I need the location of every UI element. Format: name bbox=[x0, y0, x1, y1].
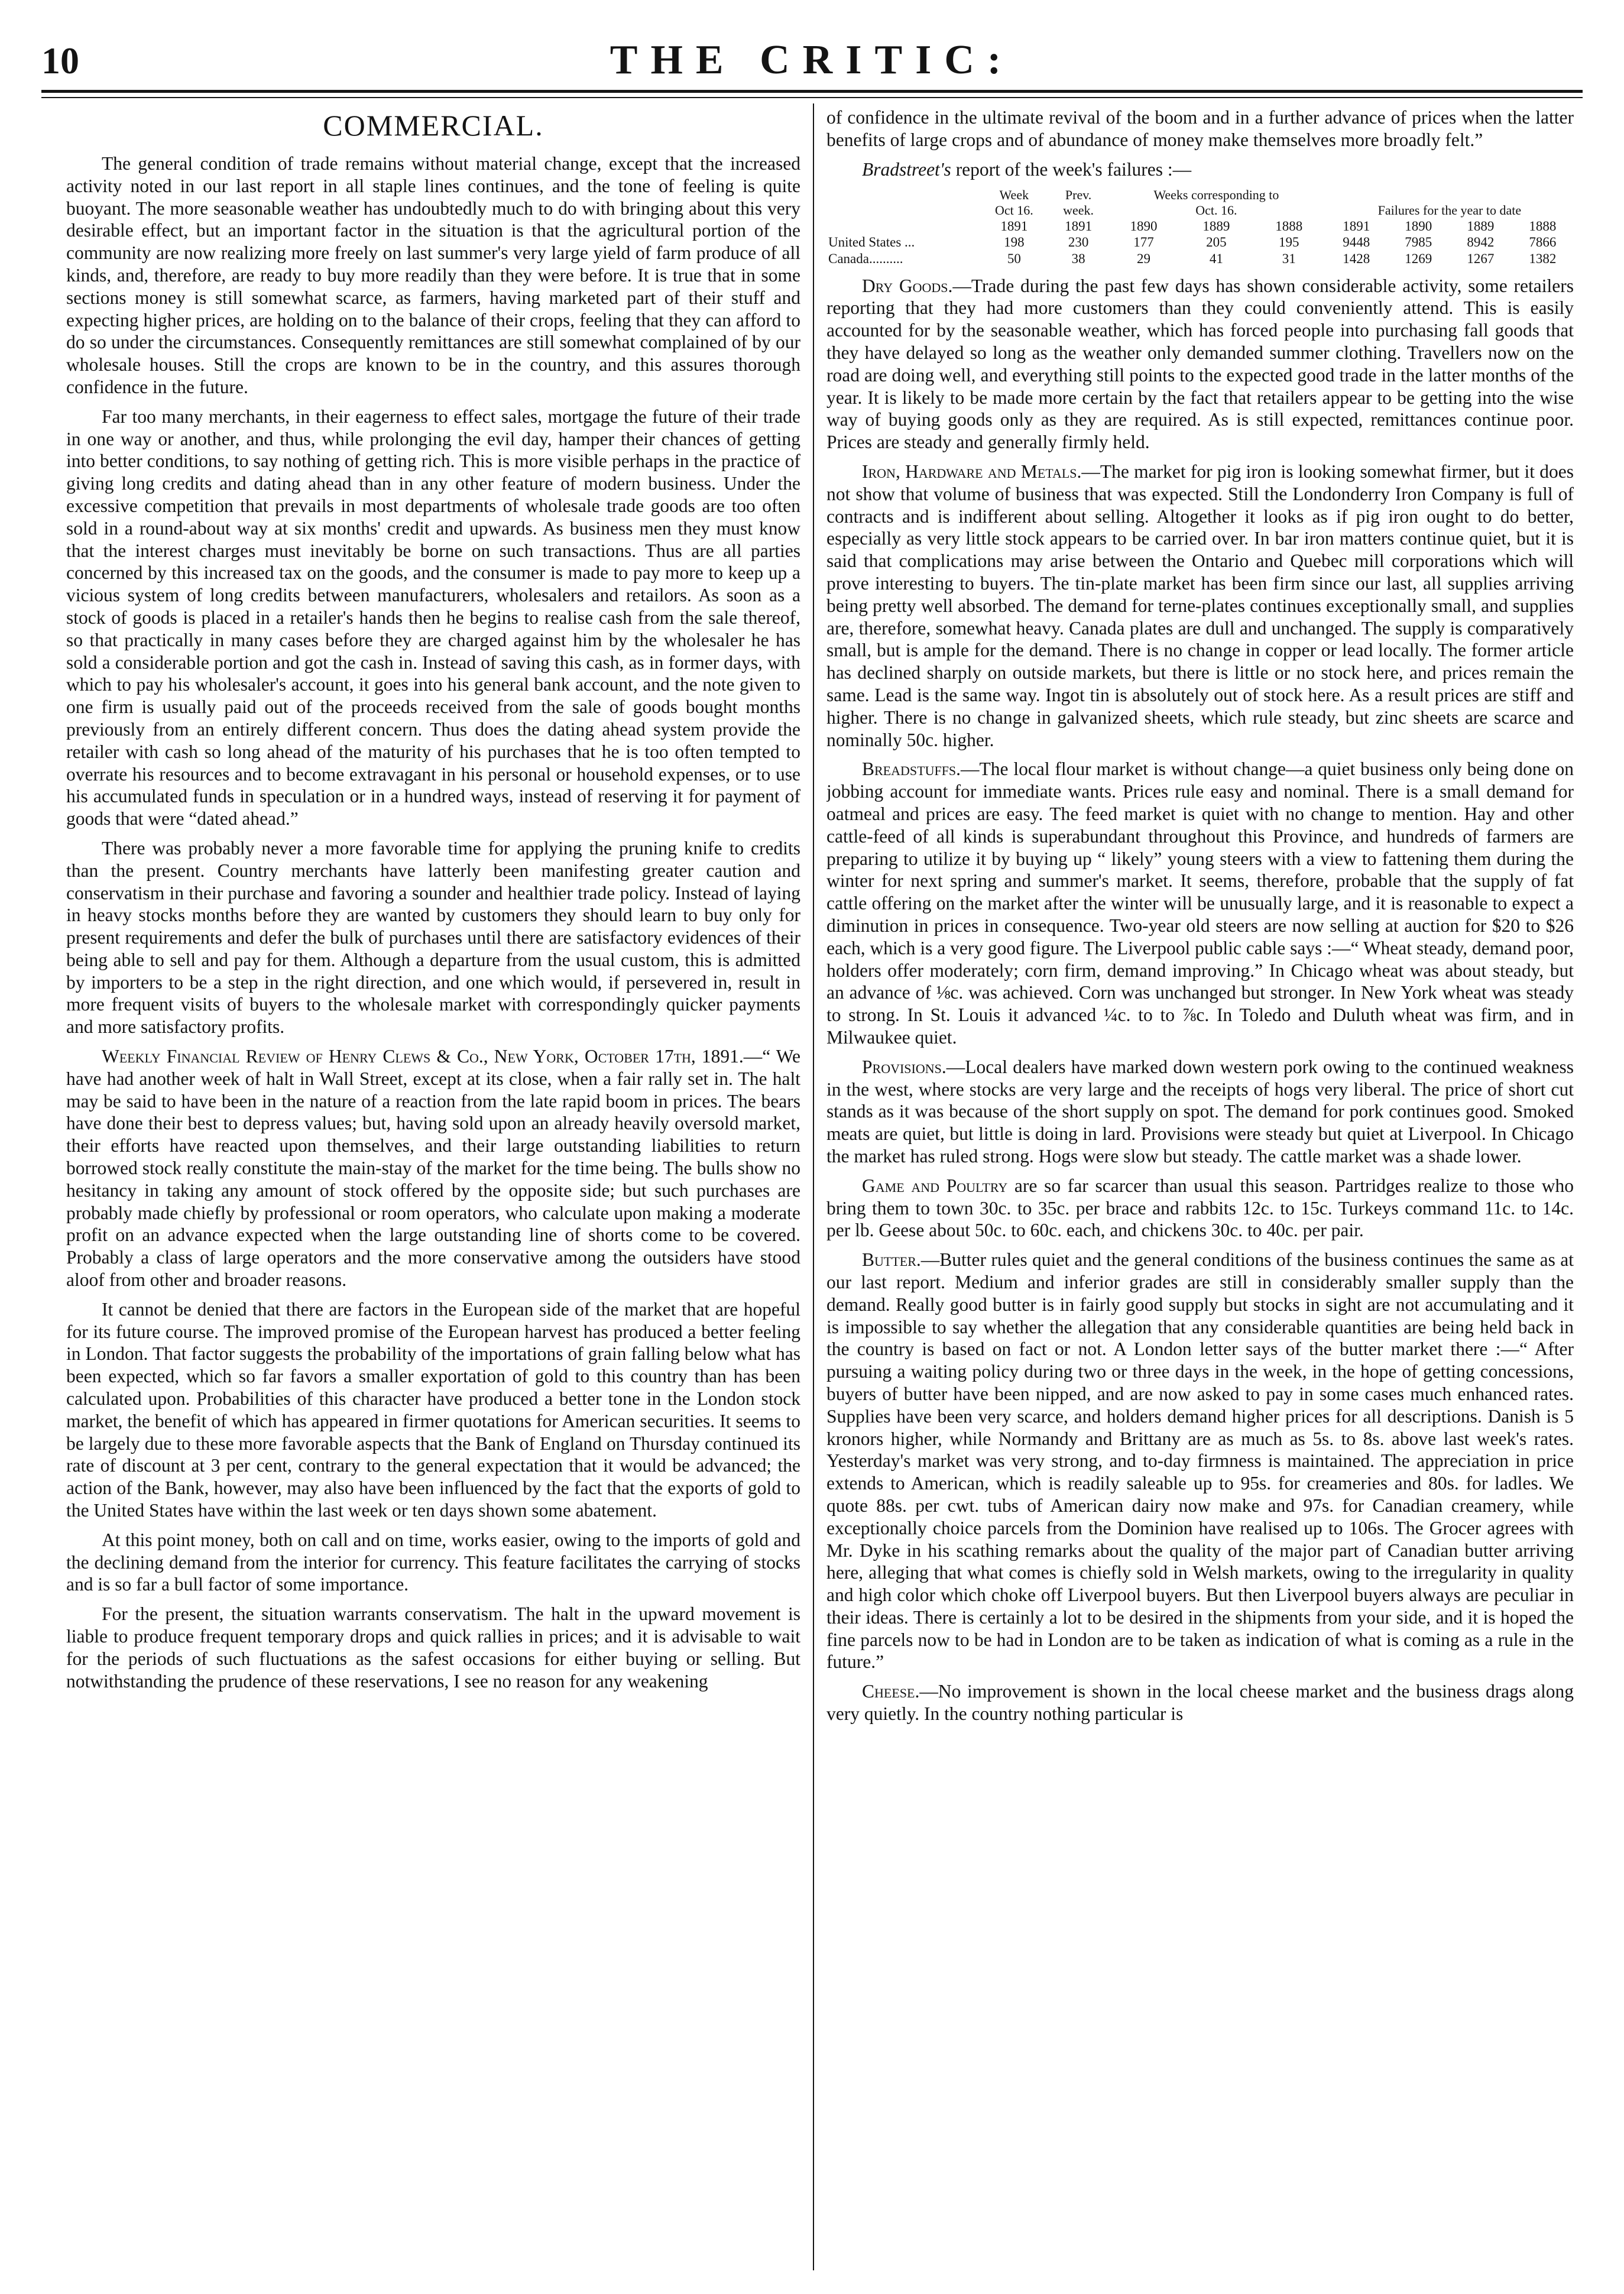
left-column bbox=[66, 106, 800, 2270]
header-failures-year: Failures for the year to date bbox=[1377, 203, 1522, 218]
paragraph-butter bbox=[826, 1249, 1574, 1673]
table-cell: 50 bbox=[1007, 251, 1021, 266]
table-row bbox=[826, 234, 1574, 250]
table-header-row bbox=[826, 187, 1574, 203]
paragraph-breadstuffs bbox=[826, 758, 1574, 1048]
bradstreet-intro bbox=[826, 158, 1574, 181]
paragraph-continued: of confidence in the ultimate revival of the boom and in a further advance of prices when the latter benefits of large crops and of abundance of money make themselves more broadly felt.” bbox=[826, 107, 1574, 150]
year-cell: 1889 bbox=[1467, 219, 1495, 234]
table-cell: 7985 bbox=[1405, 235, 1432, 250]
butter-text: —Butter rules quiet and the general conditions of the business continues the same as at our last report. Medium and inferior grades are still in considerably smaller supply than the demand. Really good butter is in fairly good supply but stocks in sight are not accumulating and it is impossible to say whether the allegation that any considerable quantities are being held back in the country is based on fact or not. A London letter says of the butter market there :—“ After pursuing a waiting policy during two or three days in the week, in the hope of getting concessions, buyers of butter have been nipped, and are now asked to pay in some cases much enhanced rates. Supplies have been very scarce, and holders demand higher prices for all descriptions. Danish is 5 kronors higher, while Normandy and Brittany are as much as 5s. to 8s. above last week's rates. Yesterday's market was very strong, and to-day firmness is maintained. The appreciation in price extends to American, which is readily saleable up to 95s. for creameries and 80s. for ladles. We quote 88s. per cwt. tubs of American dairy now make and 97s. for Canadian creamery, while exceptionally choice parcels from the Dominion have realised up to 106s. The Grocer agrees with Mr. Dyke in his scathing remarks about the quality of the major part of Canadian butter arriving here, alleging that what comes is chiefly sold in Welsh markets, owing to the irregularity in quality and high color which choke off Liverpool buyers. But then Liverpool buyers always are peculiar in their ideas. There is certainly a lot to be desired in the shipments from your side, and it is hoped the fine parcels now to be had in London are to be taken as indication of what is coming as a rule in the future.” bbox=[826, 1249, 1574, 1673]
year-cell: 1891 bbox=[1343, 219, 1370, 234]
year-cell: 1889 bbox=[1202, 219, 1230, 234]
table-corner bbox=[826, 187, 979, 203]
dry-goods-heading: Dry Goods. bbox=[862, 275, 953, 296]
game-text: are so far scarcer than usual this season. Partridges realize to those who bring them to town 30c. to 35c. per brace and rabbits 12c. to 15c. Turkeys command 11c. to 14c. per lb. Geese about 50c. to 60c. each, and chickens 30c. to 40c. per pair. bbox=[826, 1175, 1574, 1241]
paragraph-game bbox=[826, 1175, 1574, 1242]
table-cell: 230 bbox=[1068, 235, 1089, 250]
butter-heading: Butter. bbox=[862, 1249, 921, 1271]
paragraph-conservatism: For the present, the situation warrants conservatism. The halt in the upward movement is liable to produce frequent temporary drops and quick rallies in prices; and it is advisable to wait for the periods of such fluctuations as the safest occasions for either buying or selling. But notwithstanding the prudence of these reservations, I see no reason for any weakening bbox=[66, 1603, 800, 1692]
header-weeks-corresponding: Weeks corresponding to bbox=[1153, 187, 1279, 203]
header-rule-thick bbox=[41, 90, 1583, 93]
year-cell: 1891 bbox=[1065, 219, 1093, 234]
table-cell: 31 bbox=[1282, 251, 1296, 266]
table-cell: 41 bbox=[1209, 251, 1223, 266]
bradstreet-rest: report of the week's failures :— bbox=[951, 158, 1192, 180]
failures-table bbox=[826, 187, 1574, 266]
table-cell: 7866 bbox=[1529, 235, 1557, 250]
table-cell: 38 bbox=[1071, 251, 1085, 266]
row-label: United States ... bbox=[828, 235, 915, 250]
table-corner bbox=[826, 218, 979, 234]
paragraph-credits: Far too many merchants, in their eagerness to effect sales, mortgage the future of their trade in one way or another, and thus, while prolonging the evil day, hamper their chances of getting into better conditions, to say nothing of getting rich. This is more visible perhaps in the practice of giving long credits and dating ahead than in any other feature of modern business. Under the excessive competition that prevails in most departments of wholesale trade goods are too often sold in a round-about way at six months' credit and upwards. As business men they must know that the interest charges must inevitably be borne on such transactions. Thus are all parties concerned by this increased tax on the goods, and the consumer is made to pay more to keep up a vicious system of long credits between manufacturers, wholesalers and retailors. As soon as a stock of goods is placed in a retailer's hands then he begins to realise cash from the sale thereof, so that practically in many cases before they are charged against him by the wholesaler he has sold a considerable portion and got the cash in. Instead of saving this cash, as in former days, with which to pay his wholesaler's account, it goes into his general bank account, and the note given to one firm is usually paid out of the proceeds received from the sale of goods bought months previously from an entirely different concern. Thus does the dating ahead system provide the retailer with cash so long ahead of the maturity of his purchases that he is too often tempted to overrate his resources and to become extravagant in his personal or household expenses, or to use his accumulated funds in speculation or in a hundred ways, instead of reserving it for payment of goods that were “dated ahead.” bbox=[66, 406, 800, 830]
right-column bbox=[826, 106, 1574, 2270]
paragraph-trade-condition: The general condition of trade remains without material change, except that the increased activity noted in our last report in all staple lines continues, and the tone of feeling is quite buoyant. The more seasonable weather has undoubtedly much to do with bringing about this very desirable effect, but an important factor in the situation is that the agricultural portion of the community are now realizing more freely on last summer's very large yield of farm produce of all kinds, and, therefore, are ready to buy more readily than they were before. It is true that in some sections money is still somewhat scarce, as farmers, having marketed part of their stuff and expecting higher prices, are holding on to the balance of their crops, feeling that they can afford to do so under the circumstances. Consequently remittances are still somewhat complained of by our wholesale houses. Still the crops are known to be in the country, and this assures thorough confidence in the future. bbox=[66, 153, 800, 397]
year-cell: 1888 bbox=[1529, 219, 1557, 234]
table-cell: 1267 bbox=[1467, 251, 1495, 266]
row-label: Canada.......... bbox=[828, 251, 903, 266]
game-heading: Game and Poultry bbox=[862, 1175, 1008, 1196]
iron-heading: Iron, Hardware and Metals. bbox=[862, 461, 1082, 482]
provisions-text: —Local dealers have marked down western pork owing to the continued weakness in the west, where stocks are very large and the receipts of hogs very liberal. The price of short cut stands as it was because of the short supply on spot. The demand for pork continues good. Smoked meats are quiet, but little is doing in lard. Provisions were steady but quiet at Liverpool. In Chicago the market has ruled strong. Hogs were slow but steady. The cattle market was a shade lower. bbox=[826, 1056, 1574, 1167]
dry-goods-text: —Trade during the past few days has shown considerable activity, some retailers reporting that they had more customers than they could conveniently attend. This is easily accounted for by the seasonable weather, which has forced people into purchasing fall goods that they have delayed so long as the weather only demanded summer clothing. Travellers now on the road are doing well, and everything still points to the expected good trade in the latter months of the year. It is likely to be made more certain by the fact that retailers appear to be getting into the wise way of buying goods only as they are required. As is still expected, remittances continue poor. Prices are steady and generally firmly held. bbox=[826, 275, 1574, 453]
table-corner bbox=[826, 203, 979, 218]
header-week2: week. bbox=[1063, 203, 1094, 218]
paragraph-dry-goods bbox=[826, 275, 1574, 453]
financial-review-text: —“ We have had another week of halt in Wall Street, except at its close, when a fair rally set in. The halt may be said to have been in the nature of a reaction from the late rapid boom in prices. The bears have done their best to depress values; but, having sold upon an already heavily oversold market, their efforts have reacted upon themselves, and their large outstanding liabilities to return borrowed stock really constitute the main-stay of the market for the time being. The bulls show no hesitancy in taking any amount of stock offered by the opposite side; but such purchases are probably made chiefly by professional or room operators, who calculate upon making a moderate profit on an advance expected when the large outstanding line of shorts come to be covered. Probably a class of large operators and the more conservative among the outsiders have stood aloof from other and broader reasons. bbox=[66, 1046, 800, 1291]
table-cell: 1428 bbox=[1343, 251, 1370, 266]
header-week: Week bbox=[999, 187, 1029, 203]
page-header bbox=[41, 28, 1583, 93]
paragraph-pruning-knife: There was probably never a more favorable time for applying the pruning knife to credits than the present. Country merchants have latterly been manifesting greater caution and conservatism in their purchase and favoring a sounder and healthier trade policy. Instead of laying in heavy stocks months before they are wanted by customers they should learn to buy only for present requirements and defer the bulk of purchases until there are satisfactory evidences of their being able to sell and pay for them. Although a departure from the usual custom, this is admitted by importers to be a step in the right direction, and one which would, if persevered in, result in more frequent visits of buyers to the wholesale market with correspondingly quicker payments and more satisfactory profits. bbox=[66, 837, 800, 1038]
header-oct16: Oct 16. bbox=[994, 203, 1033, 218]
table-years-row bbox=[826, 218, 1574, 234]
page-number: 10 bbox=[41, 40, 79, 82]
paragraph-cheese bbox=[826, 1680, 1574, 1725]
table-cell: 29 bbox=[1137, 251, 1150, 266]
paragraph-financial-review bbox=[66, 1045, 800, 1291]
paragraph-iron bbox=[826, 461, 1574, 751]
table-cell: 195 bbox=[1279, 235, 1299, 250]
table-cell: 198 bbox=[1004, 235, 1025, 250]
cheese-text: —No improvement is shown in the local cheese market and the business drags along very quietly. In the country nothing particular is bbox=[826, 1681, 1574, 1725]
table-header-row bbox=[826, 203, 1574, 218]
year-cell: 1890 bbox=[1130, 219, 1158, 234]
year-cell: 1891 bbox=[1000, 219, 1028, 234]
paragraph-money: At this point money, both on call and on time, works easier, owing to the imports of gold and the declining demand from the interior for currency. This feature facilitates the carrying of stocks and is so far a bull factor of some importance. bbox=[66, 1529, 800, 1595]
header-corr-oct: Oct. 16. bbox=[1195, 203, 1237, 218]
table-cell: 1269 bbox=[1405, 251, 1432, 266]
header-rule-thin bbox=[41, 97, 1583, 98]
column-divider bbox=[813, 103, 814, 2270]
table-header-blank bbox=[1325, 187, 1574, 203]
year-cell: 1890 bbox=[1405, 219, 1432, 234]
table-cell: 205 bbox=[1206, 235, 1227, 250]
year-cell: 1888 bbox=[1275, 219, 1303, 234]
header-prev: Prev. bbox=[1065, 187, 1092, 203]
paragraph-european-factors: It cannot be denied that there are factors in the European side of the market that are hopeful for its future course. The improved promise of the European harvest has produced a better feeling in London. That factor suggests the probability of the importations of grain falling below what has been expected, which so far favors a smaller exportation of gold to this country than has been calculated upon. Probabilities of this character have produced a better tone in the London stock market, the benefit of which has appeared in firmer quotations for American securities. It seems to be largely due to these more favorable aspects that the Bank of England on Thursday continued its rate of discount at 3 per cent, contrary to the general expectation that it would be advanced; the action of the Bank, however, may also have been influenced by the fact that the exports of gold to the United States have within the last week or ten days shown some abatement. bbox=[66, 1298, 800, 1521]
journal-title: THE CRITIC: bbox=[610, 37, 1014, 83]
bradstreet-name: Bradstreet's bbox=[862, 158, 951, 180]
table-cell: 8942 bbox=[1467, 235, 1495, 250]
table-row bbox=[826, 251, 1574, 267]
iron-text: —The market for pig iron is looking somewhat firmer, but it does not show that volume of business that was expected. Still the Londonderry Iron Company is full of contracts and is indifferent about selling. Altogether it looks as if pig iron ought to do better, especially as very little stock appears to be carried over. In bar iron matters continue quiet, but it is said that complications may arise between the Ontario and Quebec mill corporations which will prove interesting to buyers. The tin-plate market has been firm since our last, all supplies arriving being pretty well absorbed. The demand for terne-plates continues exceptionally small, and supplies are, therefore, somewhat heavy. Canada plates are dull and unchanged. The supply is comparatively small, but is ample for the demand. There is no change in copper or lead locally. The former article has declined sharply on outside markets, but there is little or no stock here, and prices remain the same. Lead is the same way. Ingot tin is absolutely out of stock here. As a result prices are stiff and higher. There is no change in galvanized sheets, which rule steady, but zinc sheets are scarce and nominally 50c. higher. bbox=[826, 461, 1574, 750]
paragraph-provisions bbox=[826, 1056, 1574, 1168]
table-cell: 1382 bbox=[1529, 251, 1557, 266]
table-cell: 9448 bbox=[1343, 235, 1370, 250]
breadstuffs-text: —The local flour market is without change—a quiet business only being done on jobbing account for immediate wants. Prices rule easy and nominal. There is a small demand for oatmeal and prices are easy. The feed market is quiet with no change to mention. Hay and other cattle-feed of all kinds is superabundant throughout this Province, and hundreds of farmers are preparing to utilize it by buying up “ likely” young steers with a view to fattening them during the winter for next spring and summer's market. It seems, therefore, probable that the supply of fat cattle offering on the market after the winter will be unusually large, and it is reasonable to expect a diminution in prices in consequence. Two-year old steers are now selling at auction for $20 to $26 each, which is a very good figure. The Liverpool public cable says :—“ Wheat steady, demand poor, holders offer moderately; corn firm, demand improving.” In Chicago wheat was about steady, but an advance of ⅛c. was achieved. Corn was unchanged but stronger. In New York wheat was steady to strong. In St. Louis it advanced ¼c. to to ⅞c. In Toledo and Duluth wheat was firm, and in Milwaukee quiet. bbox=[826, 759, 1574, 1048]
financial-review-lead: Weekly Financial Review of Henry Clews & Co., New York, October 17th, 1891. bbox=[102, 1046, 744, 1067]
provisions-heading: Provisions. bbox=[862, 1056, 946, 1077]
table-cell: 177 bbox=[1133, 235, 1154, 250]
section-title: COMMERCIAL. bbox=[323, 109, 544, 142]
cheese-heading: Cheese. bbox=[862, 1681, 920, 1702]
breadstuffs-heading: Breadstuffs. bbox=[862, 759, 961, 780]
